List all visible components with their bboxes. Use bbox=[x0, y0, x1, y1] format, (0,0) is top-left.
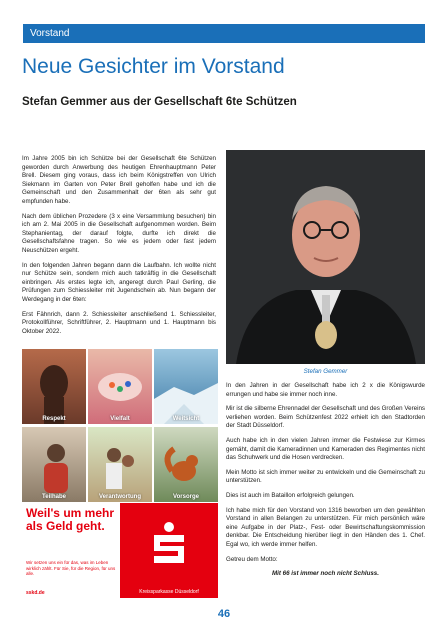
paragraph: Mir ist die silberne Ehrennadel der Gesellschaft und des Großen Vereins verliehen worden. Beim Schützenfest 2022 erhielt ich den Stadtorden der Stadt Düsseldorf. bbox=[226, 405, 425, 430]
ad-logo-panel bbox=[120, 503, 218, 598]
ad-tile-respekt bbox=[22, 349, 86, 424]
ad-tile-label: Teilhabe bbox=[42, 494, 66, 500]
ad-bank-name: Kreissparkasse Düsseldorf bbox=[139, 589, 199, 595]
paragraph: Im Jahre 2005 bin ich Schütze bei der Gesellschaft 6te Schützen geworden durch Anwerbung des heutigen Ehrenhauptmann Peter Brell. Diesem ging voraus, dass ich beim Königstreffen von Ulrich Siekmann im Garten von Peter Brell geholfen habe und ich die Gemeinschaft und den Zusammenhalt der 6ten als sehr gut empfunden habe. bbox=[22, 155, 216, 205]
paragraph: Mein Motto ist sich immer weiter zu entwickeln und die Gemeinschaft zu unterstützen. bbox=[226, 468, 425, 485]
paragraph: In den Jahren in der Gesellschaft habe ich 2 x die Königswurde errungen und habe sie immer noch inne. bbox=[226, 382, 425, 398]
ad-copy: Wir setzen uns ein für das, was im Leben wirklich zählt. Für Sie, für die Region, für uns alle. bbox=[26, 560, 116, 576]
paragraph: In den folgenden Jahren begann dann die Laufbahn. Ich wollte nicht nur Schütze sein, sondern mich auch tatkräftig in die Gesellschaft einbringen. Als erstes legte ich, angeregt durch Paul Gerling, die Prüfungen zum Schiessleiter mit Jugendschein ab. Nun begann der Werdegang in der 6ten: bbox=[22, 261, 216, 303]
paragraph: Nach dem üblichen Prozedere (3 x eine Versammlung besuchen) bin ich am 2. Mai 2005 in die Gesellschaft aufgenommen worden. Beim Stephanientag, der darauf folgte, durfte ich direkt die Gesellschaftsfahne tragen. So wie es jedem oder fast jedem Neuschützen ergeht. bbox=[22, 212, 216, 254]
page-number: 46 bbox=[217, 608, 231, 620]
paragraph: Erst Fähnrich, dann 2. Schiessleiter anschließend 1. Schiessleiter, Protokollführer, Schriftführer, 2. Hauptmann und 1. Hauptmann bis Oktober 2022. bbox=[22, 310, 216, 335]
ad-link[interactable]: sskd.de bbox=[26, 590, 45, 596]
ad-tile-vielfalt bbox=[88, 349, 152, 424]
paragraph: Getreu dem Motto: bbox=[226, 555, 278, 563]
page-title: Neue Gesichter im Vorstand bbox=[22, 55, 285, 78]
ad-tile-weitsicht bbox=[154, 349, 218, 424]
ad-tile-label: Vielfalt bbox=[110, 416, 130, 422]
ad-tile-label: Weitsicht bbox=[172, 416, 200, 422]
ad-tile-verantwortung bbox=[88, 427, 152, 502]
ad-headline: Weil's um mehr als Geld geht. bbox=[26, 506, 114, 533]
paragraph: Auch habe ich in den vielen Jahren immer die Festwiese zur Kirmes gemäht, damit die Kameradinnen und Kameraden des Regimentes nicht das Schuhwerk und die Hosen verdrecken. bbox=[226, 436, 425, 462]
ad-bottom-panel bbox=[22, 503, 218, 598]
right-column bbox=[226, 382, 425, 585]
left-column bbox=[22, 155, 216, 342]
paragraph: Ich habe mich für den Vorstand von 1316 beworben um den gewählten Vorstand in allen Belangen zu unterstützen. Für mich persönlich wäre eine Aufgabe in der Platz-, Fest- oder Bewirtschaftungskommission denkbar. Die Entscheidung hierüber liegt in den Händen des 1. Chef. Egal wo, ich werde immer helfen. bbox=[226, 506, 425, 548]
ad-text-panel bbox=[22, 503, 120, 598]
sparkasse-logo-icon bbox=[120, 503, 218, 583]
motto: Mit 66 ist immer noch nicht Schluss. bbox=[272, 570, 379, 578]
article-subtitle: Stefan Gemmer aus der Gesellschaft 6te Schützen bbox=[22, 96, 297, 108]
ad-tile-vorsorge bbox=[154, 427, 218, 502]
section-tag: Vorstand bbox=[23, 24, 425, 43]
sparkasse-advertisement bbox=[22, 349, 218, 598]
ad-tile-label: Verantwortung bbox=[98, 494, 141, 500]
paragraph: Dies ist auch im Bataillon erfolgreich gelungen. bbox=[226, 491, 355, 499]
photo-caption: Stefan Gemmer bbox=[303, 368, 348, 375]
ad-tile-label: Vorsorge bbox=[173, 494, 199, 500]
ad-tile-teilhabe bbox=[22, 427, 86, 502]
portrait-photo bbox=[226, 150, 425, 364]
ad-tile-label: Respekt bbox=[42, 416, 66, 422]
